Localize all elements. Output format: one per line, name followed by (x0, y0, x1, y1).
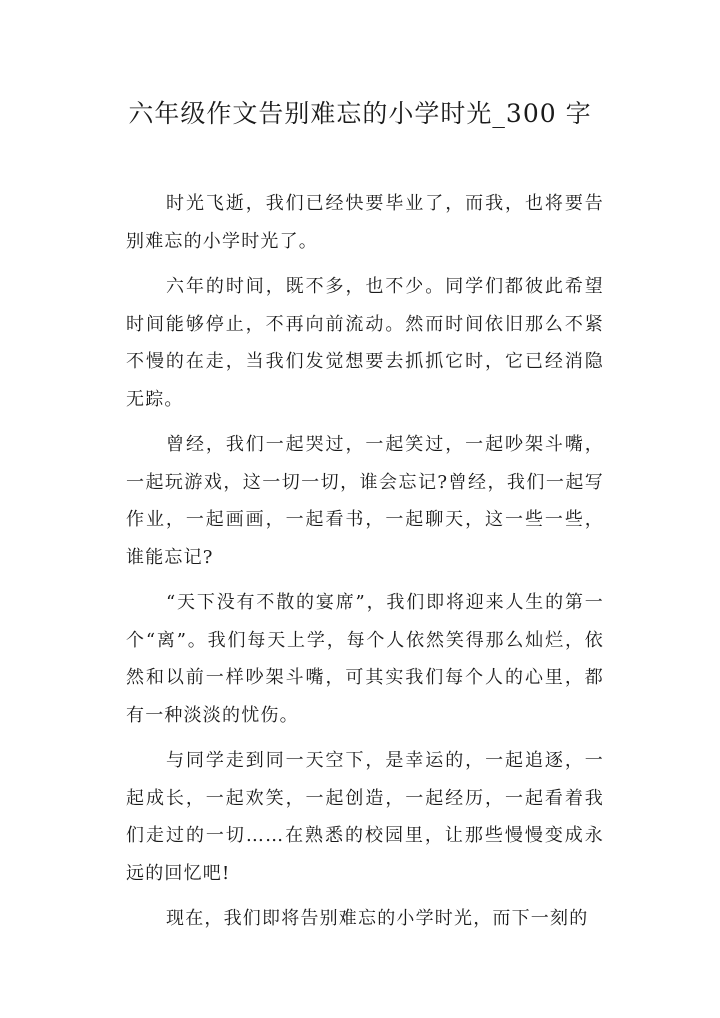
document-body (126, 185, 604, 946)
paragraph: 曾经，我们一起哭过，一起笑过，一起吵架斗嘴，一起玩游戏，这一切一切，谁会忘记?曾经，我们一起写作业，一起画画，一起看书，一起聊天，这一些一些，谁能忘记? (126, 434, 604, 568)
document-title: 六年级作文告别难忘的小学时光_300 字 (128, 99, 592, 128)
paragraph: 现在，我们即将告别难忘的小学时光，而下一刻的 (166, 908, 589, 929)
paragraph: “天下没有不散的宴席”，我们即将迎来人生的第一个“离”。我们每天上学，每个人依然笑得那么灿烂，依然和以前一样吵架斗嘴，可其实我们每个人的心里，都有一种淡淡的忧伤。 (126, 592, 604, 726)
paragraph: 六年的时间，既不多，也不少。同学们都彼此希望时间能够停止，不再向前流动。然而时间依旧那么不紧不慢的在走，当我们发觉想要去抓抓它时，它已经消隐无踪。 (126, 276, 604, 410)
paragraph: 时光飞逝，我们已经快要毕业了，而我，也将要告别难忘的小学时光了。 (126, 193, 604, 252)
paragraph: 与同学走到同一天空下，是幸运的，一起追逐，一起成长，一起欢笑，一起创造，一起经历，一起看着我们走过的一切……在熟悉的校园里，让那些慢慢变成永远的回忆吧! (126, 750, 604, 884)
